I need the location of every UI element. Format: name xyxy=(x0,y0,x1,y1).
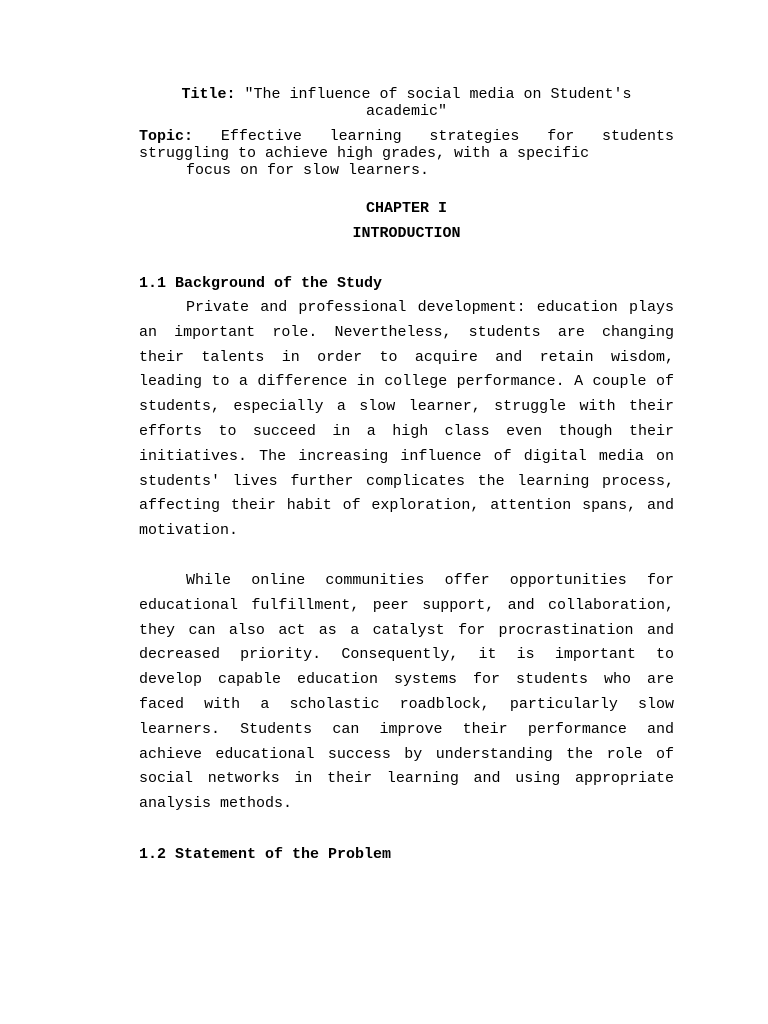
topic-text: Effective learning strategies for students struggling to achieve high grades, with a specific xyxy=(139,128,674,162)
title-label: Title: xyxy=(181,86,236,103)
section-heading-1-1: 1.1 Background of the Study xyxy=(139,275,383,292)
section-heading-1-2: 1.2 Statement of the Problem xyxy=(139,845,392,863)
paragraph-2: While online communities offer opportunities for educational fulfillment, peer support, and collaboration, they can also act as a catalyst for procrastination and decreased priority. Consequently, it is important to develop capable education systems for students who are faced with a scholastic roadblock, particularly slow learners. Students can improve their performance and achieve educational success by understanding the role of social networks in their learning and using appropriate analysis methods. xyxy=(139,571,674,813)
topic-text-last-line: focus on for slow learners. xyxy=(186,162,430,179)
topic-label: Topic: xyxy=(139,128,194,145)
chapter-title: INTRODUCTION xyxy=(352,225,461,242)
paragraph-1: Private and professional development: education plays an important role. Nevertheless, students are changing their talents in order to acquire and retain wisdom, leading to a difference in college performance. A couple of students, especially a slow learner, struggle with their efforts to succeed in a high class even though their initiatives. The increasing influence of digital media on students' lives further complicates the learning process, affecting their habit of exploration, attention spans, and motivation. xyxy=(139,299,674,540)
document-topic xyxy=(139,128,674,179)
paragraph-spacer xyxy=(139,544,674,569)
document-body xyxy=(139,86,674,867)
document-title xyxy=(139,86,674,120)
chapter-label: CHAPTER I xyxy=(365,200,447,217)
title-text: "The influence of social media on Student's academic" xyxy=(244,86,632,120)
